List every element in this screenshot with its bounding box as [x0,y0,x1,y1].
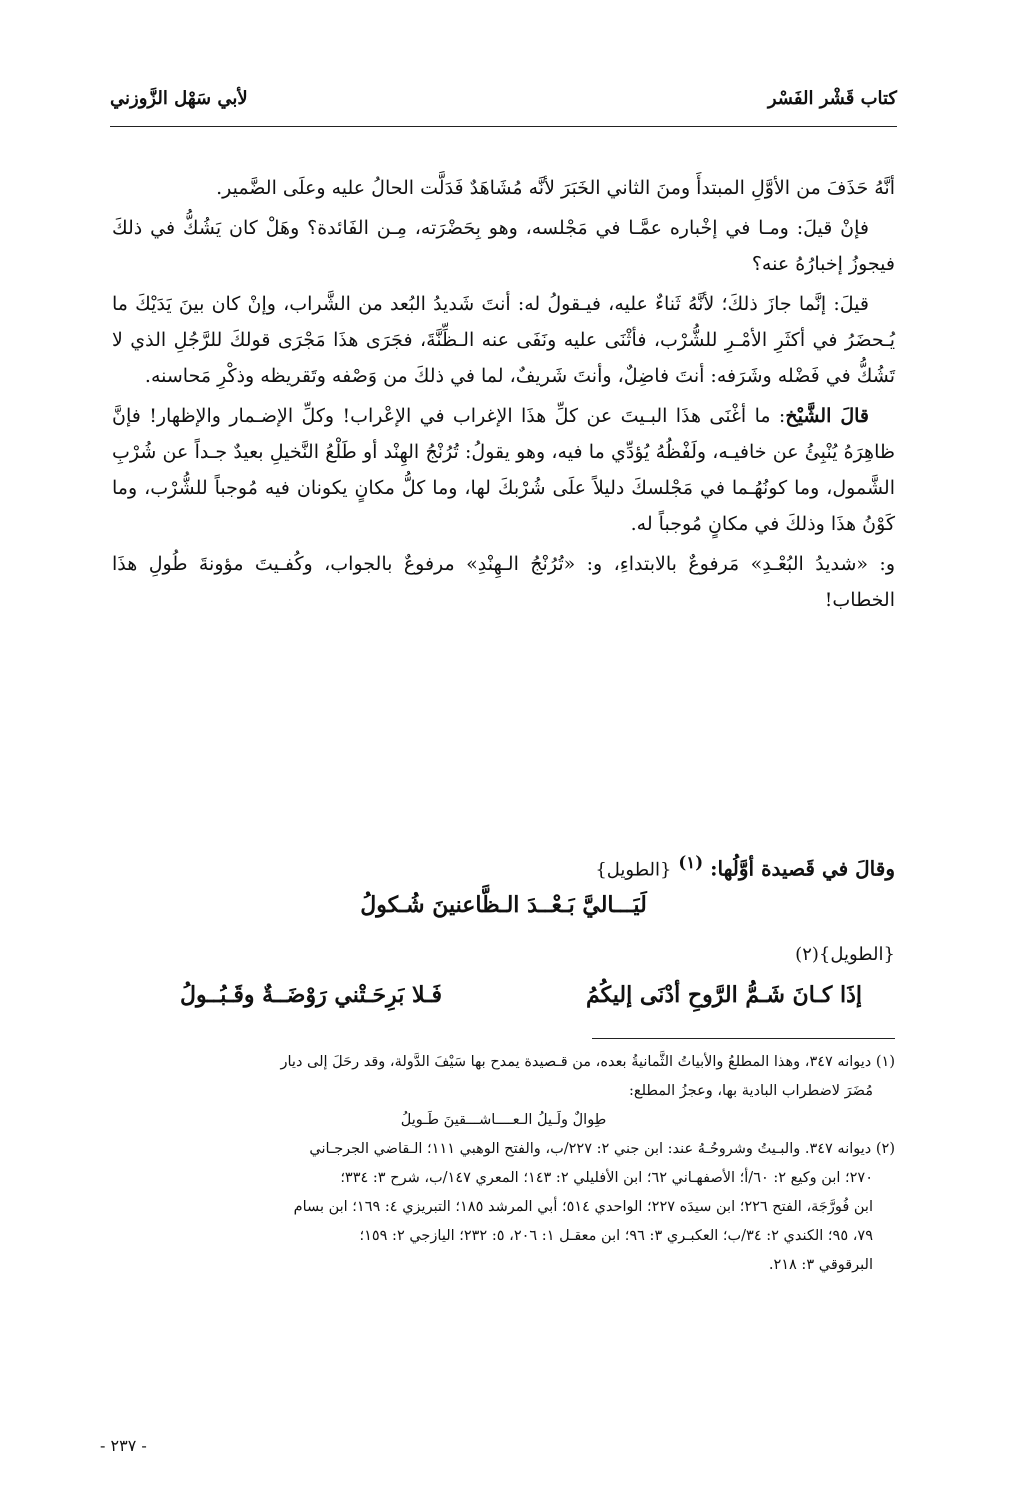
running-head [110,88,897,109]
footnote-rule [592,1038,895,1039]
paragraph-1: أنَّهُ حَذَفَ من الأوَّلِ المبتدأَ ومنَ الثاني الخَبَرَ لأنَّه مُشَاهَدٌ فَدَلَّت الحالُ عليه وعلَى الضَّمير. [216,177,895,199]
footnote-2-line-5: البرقوقي ٣: ٢١٨. [768,1257,873,1273]
footnote-2-line-4: ٧٩، ٩٥؛ الكندي ٢: ٣٤/ب؛ العكبـري ٣: ٩٦؛ ابن معقـل ١: ٢٠٦، ٥: ٢٣٢؛ اليازجي ٢: ١٥٩؛ [359,1228,873,1244]
main-text [112,170,895,622]
poem-heading: وقالَ في قَصيدة أوَّلُها: [710,856,895,881]
sheikh-label: قالَ الشَّيْخ [785,405,869,427]
meter-label: {الطويل} [595,859,672,881]
footnote-1-line-1: (١) ديوانه ٣٤٧، وهذا المطلعُ والأبياتُ الثَّمانيةُ بعده، من قـصيدة يمدح بها سَيْفَ الدَّولة، وقد رحَلَ إلى ديار [280,1054,895,1070]
meter-label-2: {الطويل}(٢) [795,944,895,965]
footnote-2-line-2: ٢٧٠؛ ابن وكيع ٢: ٦٠/أ؛ الأصفهـاني ٦٢؛ ابن الأفليلي ٢: ١٤٣؛ المعري ١٤٧/ب، شرح ٣: ٣٣٤؛ [340,1170,873,1186]
footnote-2-line-1: (٢) ديوانه ٣٤٧. والبـيتُ وشروحُـهُ عند: ابن جني ٢: ٢٢٧/ب، والفتح الوهبي ١١١؛ الـقاضي الجرجـاني [309,1141,895,1157]
footnote-marker-1: (١) [678,852,704,872]
verse-first-hemistich: إذَا كـانَ شَـمُّ الرَّوحِ أدْنَى إليكُمُ [585,982,862,1008]
paragraph-2: فإنْ قيلَ: ومـا في إخْباره عمَّـا في مَجْلسه، وهو بِحَضْرَته، مِـن الفَائدة؟ وهَلْ كان يَشُكُّ في ذلكَ فيجوزُ إخبارُهُ عنه؟ [112,217,895,275]
author-name: لأبي سَهْل الزَّوزني [110,88,248,109]
book-title: كتاب قَشْر الفَسْر [767,88,897,109]
footnotes [112,1048,895,1280]
page-number: - ٢٣٧ - [100,1436,147,1455]
verse-second-hemistich: فَـلا بَرِحَـتْني رَوْضَــةٌ وقَـبُــولُ [180,982,443,1008]
footnote-1-verse: طِوالٌ ولَـيلُ الـعــــاشـــقينَ طَـويلُ [400,1112,607,1128]
paragraph-4 [112,398,895,542]
paragraph-3: قيلَ: إنَّما جازَ ذلكَ؛ لأنَّهُ ثَناءٌ عليه، فيـقولُ له: أنتَ شَديدُ البُعد من الشَّراب، وإنْ كان بينَ يَدَيْكَ ما يُـحضَرُ في أكثَرِ الأمْـرِ للشُّرْب، فأثْنَى عليه ونَفَى عنه الـظِّنَّةَ، فجَرَى هذَا مَجْرَى قولكَ للرَّجُلِ الذي لا تَشُكُّ في فَضْله وشَرَفه: أنتَ فاضِلٌ، وأنتَ شَريفٌ، لما في ذلكَ من وَصْفه وتَقريظه وذكْرِ مَحاسنه. [112,293,895,387]
verse-line [180,982,862,1008]
header-rule [110,126,897,127]
footnote-1-line-2: مُضَرَ لاضطراب البادية بها، وعجزُ المطلع: [628,1083,873,1099]
poem-introduction [112,852,895,881]
footnote-2-line-3: ابن فُورَّجَة، الفتح ٢٢٦؛ ابن سيدَه ٢٢٧؛ الواحدي ٥١٤؛ أبي المرشد ١٨٥؛ التبريزي ٤: ١٦٩؛ ابن بسام [293,1199,873,1215]
paragraph-5: و: «شديدُ البُعْـدِ» مَرفوعٌ بالابتداءِ، و: «تُرُنْجُ الـهِنْدِ» مرفوعٌ بالجواب، وكُفـيتَ مؤونةَ طُولِ هذَا الخطاب! [112,553,895,611]
paragraph-4-text: : ما أغْنَى هذَا البـيتَ عن كلِّ هذَا الإغراب في الإعْراب! وكلِّ الإضـمار والإظهار! فإنَّ ظاهِرَهُ يُنْبِئُ عن خافيـه، ولَفْظُهُ يُؤدِّي ما فيه، وهو يقولُ: تُرُنْجُ الهِنْد أو طَلْعُ النَّخيلِ بعيدٌ جـداً عن شُرْبِ الشَّمول، وما كونُهُـما في مَجْلسكَ دليلاً علَى شُرْبكَ لها، وما كلُّ مكانٍ يكونان فيه مُوجباً للشُّرْب، وما كَوْنُ هذَا وذلكَ في مكانٍ مُوجباً له. [112,405,895,535]
opening-hemistich: لَيَـــاليَّ بَـعْــدَ الـظَّاعنينَ شُـكولُ [360,892,647,918]
